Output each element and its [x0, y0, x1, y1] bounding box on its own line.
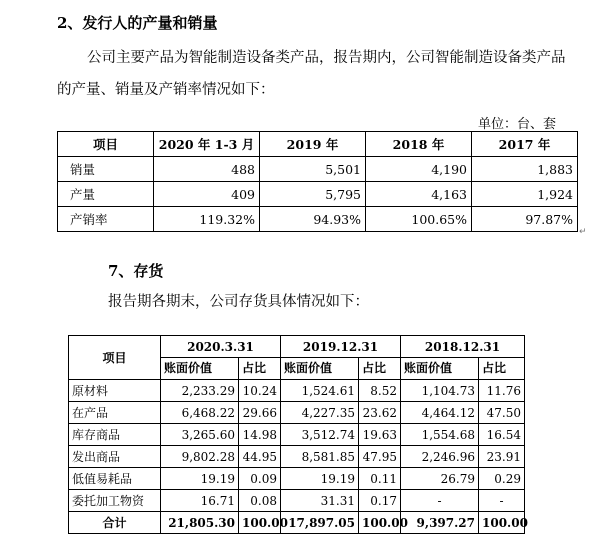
subheader-cell: 账面价值	[401, 358, 479, 380]
data-cell: 8.52	[359, 380, 401, 402]
header-cell: 2018 年	[366, 132, 472, 157]
header-cell-period: 2018.12.31	[401, 336, 525, 358]
data-cell: 5,795	[260, 182, 366, 207]
header-cell: 2020 年 1-3 月	[154, 132, 260, 157]
table-row	[69, 380, 525, 402]
data-cell: 26.79	[401, 468, 479, 490]
row-label: 低值易耗品	[69, 468, 161, 490]
total-cell: 100.00	[359, 512, 401, 534]
section-heading-inventory: 7、存货	[108, 262, 164, 280]
data-cell: 1,104.73	[401, 380, 479, 402]
data-cell: -	[401, 490, 479, 512]
row-label: 产量	[58, 182, 154, 207]
header-cell: 2019 年	[260, 132, 366, 157]
data-cell: -	[479, 490, 525, 512]
data-cell: 4,163	[366, 182, 472, 207]
data-cell: 10.24	[239, 380, 281, 402]
header-cell: 2017 年	[472, 132, 578, 157]
data-cell: 8,581.85	[281, 446, 359, 468]
data-cell: 3,512.74	[281, 424, 359, 446]
data-cell: 4,190	[366, 157, 472, 182]
subheader-cell: 占比	[479, 358, 525, 380]
header-cell-period: 2019.12.31	[281, 336, 401, 358]
data-cell: 4,227.35	[281, 402, 359, 424]
data-cell: 19.63	[359, 424, 401, 446]
table-row	[58, 157, 578, 182]
data-cell: 11.76	[479, 380, 525, 402]
table-row	[69, 424, 525, 446]
data-cell: 0.08	[239, 490, 281, 512]
total-label: 合计	[69, 512, 161, 534]
data-cell: 119.32%	[154, 207, 260, 232]
header-cell: 项目	[58, 132, 154, 157]
table-total-row	[69, 512, 525, 534]
data-cell: 6,468.22	[161, 402, 239, 424]
total-cell: 17,897.05	[281, 512, 359, 534]
data-cell: 0.11	[359, 468, 401, 490]
data-cell: 9,802.28	[161, 446, 239, 468]
table-row	[69, 402, 525, 424]
row-label: 发出商品	[69, 446, 161, 468]
row-label: 原材料	[69, 380, 161, 402]
table-header-row	[69, 336, 525, 358]
data-cell: 31.31	[281, 490, 359, 512]
data-cell: 23.62	[359, 402, 401, 424]
data-cell: 409	[154, 182, 260, 207]
intro-paragraph-line2: 的产量、销量及产销率情况如下：	[57, 82, 275, 98]
row-label: 委托加工物资	[69, 490, 161, 512]
row-label: 销量	[58, 157, 154, 182]
data-cell: 1,883	[472, 157, 578, 182]
unit-label: 单位：台、套	[478, 117, 557, 132]
data-cell: 14.98	[239, 424, 281, 446]
data-cell: 5,501	[260, 157, 366, 182]
row-label: 产销率	[58, 207, 154, 232]
table-row	[69, 446, 525, 468]
inventory-table	[68, 335, 528, 534]
data-cell: 1,924	[472, 182, 578, 207]
data-cell: 94.93%	[260, 207, 366, 232]
data-cell: 23.91	[479, 446, 525, 468]
subheader-cell: 账面价值	[281, 358, 359, 380]
subheader-cell: 占比	[359, 358, 401, 380]
data-cell: 2,246.96	[401, 446, 479, 468]
header-cell-item: 项目	[69, 336, 161, 380]
data-cell: 16.71	[161, 490, 239, 512]
row-label: 在产品	[69, 402, 161, 424]
data-cell: 1,524.61	[281, 380, 359, 402]
data-cell: 44.95	[239, 446, 281, 468]
table-row	[58, 182, 578, 207]
data-cell: 19.19	[281, 468, 359, 490]
subheader-cell: 账面价值	[161, 358, 239, 380]
production-sales-table	[57, 131, 578, 232]
paragraph-return-mark: ↵	[579, 227, 587, 237]
data-cell: 16.54	[479, 424, 525, 446]
data-cell: 29.66	[239, 402, 281, 424]
inventory-intro-paragraph: 报告期各期末，公司存货具体情况如下：	[108, 294, 369, 310]
total-cell: 9,397.27	[401, 512, 479, 534]
data-cell: 19.19	[161, 468, 239, 490]
table-row	[69, 468, 525, 490]
data-cell: 47.50	[479, 402, 525, 424]
data-cell: 0.09	[239, 468, 281, 490]
table-row	[69, 490, 525, 512]
data-cell: 0.17	[359, 490, 401, 512]
row-label: 库存商品	[69, 424, 161, 446]
header-cell-period: 2020.3.31	[161, 336, 281, 358]
total-cell: 100.00	[479, 512, 525, 534]
data-cell: 1,554.68	[401, 424, 479, 446]
data-cell: 3,265.60	[161, 424, 239, 446]
data-cell: 100.65%	[366, 207, 472, 232]
data-cell: 0.29	[479, 468, 525, 490]
table-header-row	[58, 132, 578, 157]
data-cell: 47.95	[359, 446, 401, 468]
data-cell: 2,233.29	[161, 380, 239, 402]
data-cell: 488	[154, 157, 260, 182]
total-cell: 100.00	[239, 512, 281, 534]
data-cell: 4,464.12	[401, 402, 479, 424]
table-row	[58, 207, 578, 232]
subheader-cell: 占比	[239, 358, 281, 380]
section-heading-production: 2、发行人的产量和销量	[57, 14, 218, 32]
data-cell: 97.87%	[472, 207, 578, 232]
total-cell: 21,805.30	[161, 512, 239, 534]
intro-paragraph-line1: 公司主要产品为智能制造设备类产品，报告期内，公司智能制造设备类产品	[87, 50, 566, 66]
